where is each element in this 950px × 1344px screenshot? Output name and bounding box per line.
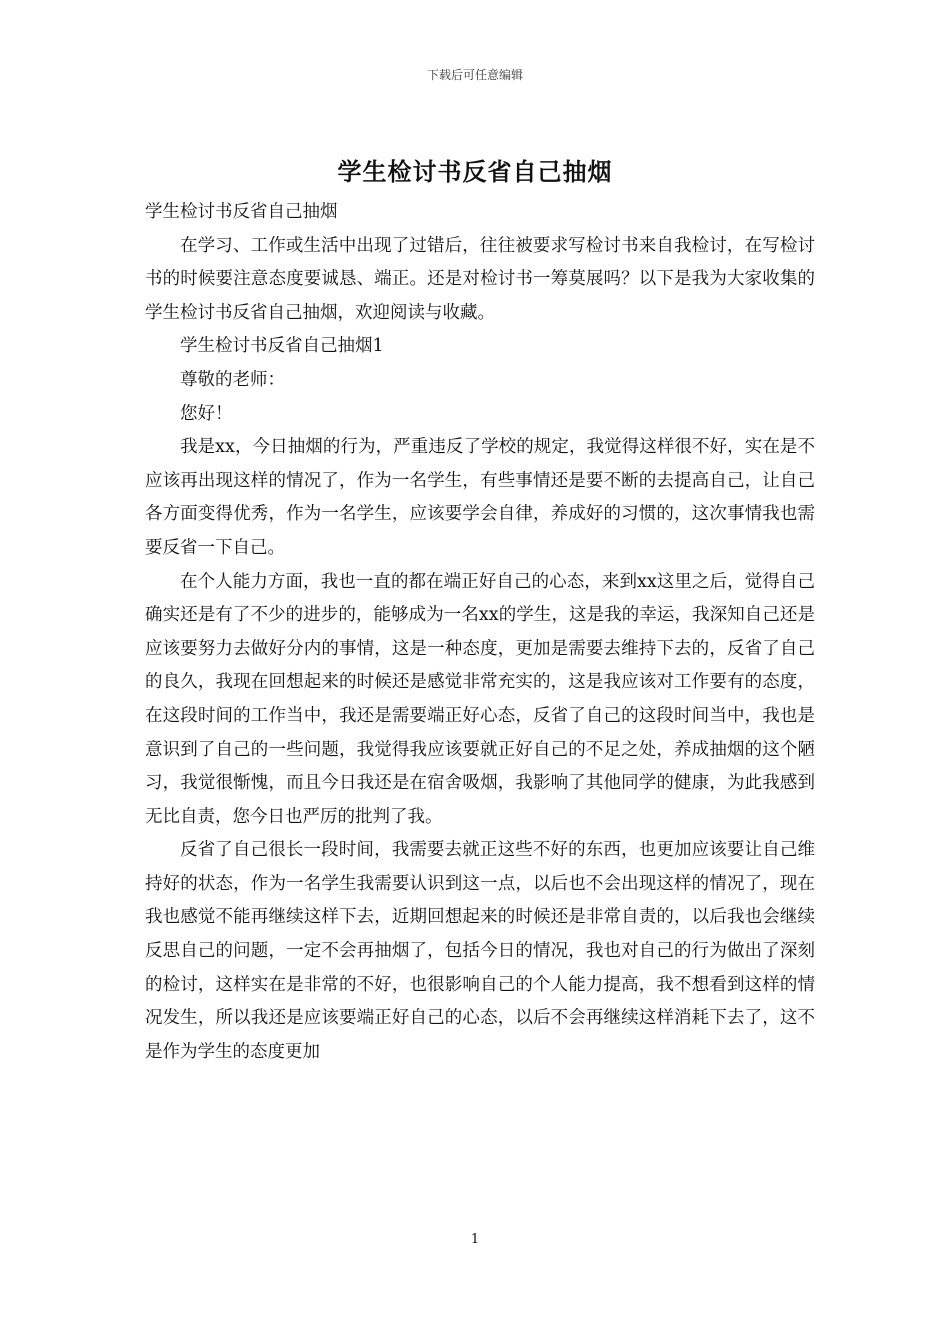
intro-paragraph: 在学习、工作或生活中出现了过错后，往往被要求写检讨书来自我检讨，在写检讨书的时候要注意态度要诚恳、端正。还是对检讨书一筹莫展吗？以下是我为大家收集的学生检讨书反省自己抽烟，欢迎阅读与收藏。 — [145, 235, 815, 323]
salutation: 尊敬的老师： — [180, 369, 285, 390]
body-paragraph: 在个人能力方面，我也一直的都在端正好自己的心态，来到xx这里之后，觉得自己确实还是有了不少的进步的，能够成为一名xx的学生，这是我的幸运，我深知自己还是应该要努力去做好分内的事情，这是一种态度，更加是需要去维持下去的，反省了自己的良久，我现在回想起来的时候还是感觉非常充实的，这是我应该对工作要有的态度，在这段时间的工作当中，我还是需要端正好心态，反省了自己的这段时间当中，我也是意识到了自己的一些问题，我觉得我应该要就正好自己的不足之处，养成抽烟的这个陋习，我觉很惭愧，而且今日我还是在宿舍吸烟，我影响了其他同学的健康，为此我感到无比自责，您今日也严厉的批判了我。 — [145, 571, 815, 827]
document-title: 学生检讨书反省自己抽烟 — [337, 157, 613, 186]
body-paragraph: 反省了自己很长一段时间，我需要去就正这些不好的东西，也更加应该要让自己维持好的状态，作为一名学生我需要认识到这一点，以后也不会出现这样的情况了，现在我也感觉不能再继续这样下去，近期回想起来的时候还是非常自责的，以后我也会继续反思自己的问题，一定不会再抽烟了，包括今日的情况，我也对自己的行为做出了深刻的检讨，这样实在是非常的不好，也很影响自己的个人能力提高，我不想看到这样的情况发生，所以我还是应该要端正好自己的心态，以后不会再继续这样消耗下去了，这不是作为学生的态度更加 — [145, 840, 815, 1062]
greeting: 您好！ — [180, 403, 233, 424]
body-paragraph: 我是xx，今日抽烟的行为，严重违反了学校的规定，我觉得这样很不好，实在是不应该再出现这样的情况了，作为一名学生，有些事情还是要不断的去提高自己，让自己各方面变得优秀，作为一名学生，应该要学会自律，养成好的习惯的，这次事情我也需要反省一下自己。 — [145, 437, 815, 558]
document-body — [145, 196, 815, 1069]
page-number: 1 — [470, 1232, 480, 1247]
subtitle-line: 学生检讨书反省自己抽烟 — [145, 202, 338, 222]
section-heading: 学生检讨书反省自己抽烟1 — [180, 336, 384, 357]
page-header-note: 下载后可任意编辑 — [426, 68, 523, 82]
